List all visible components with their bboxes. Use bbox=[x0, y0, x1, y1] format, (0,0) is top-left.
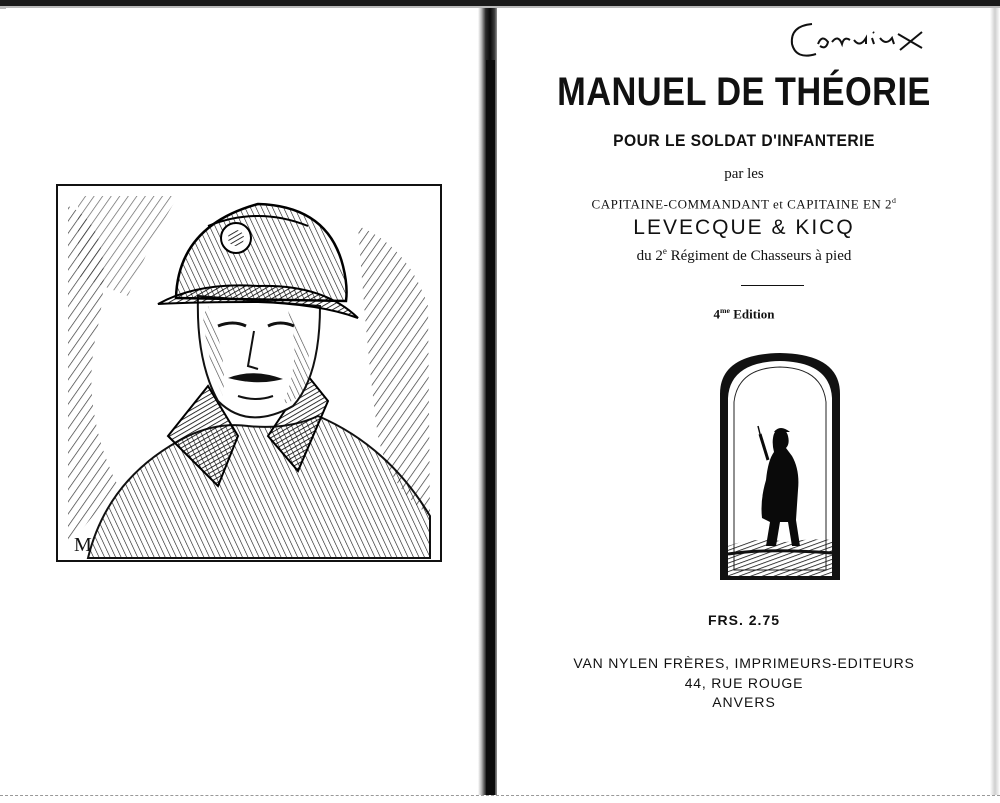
regiment-name: Régiment de Chasseurs à pied bbox=[666, 248, 852, 264]
edition-superscript: me bbox=[720, 306, 731, 315]
rank-conjunction: et bbox=[773, 196, 784, 212]
rank-first: CAPITAINE-COMMANDANT bbox=[591, 196, 770, 212]
artist-monogram: M bbox=[74, 534, 92, 556]
regiment-line bbox=[497, 246, 991, 265]
book-spine-shadow bbox=[486, 60, 495, 803]
regiment-superscript: e bbox=[662, 246, 667, 256]
edition-number: 4 bbox=[713, 306, 721, 322]
rank-superscript: d bbox=[892, 196, 897, 205]
right-page-edge bbox=[990, 8, 1000, 803]
edition-label: Edition bbox=[730, 306, 775, 322]
soldier-silhouette-emblem bbox=[716, 350, 844, 582]
rank-second: CAPITAINE EN 2 bbox=[787, 196, 893, 212]
book-subtitle: POUR LE SOLDAT D'INFANTERIE bbox=[613, 131, 875, 150]
publisher-city: ANVERS bbox=[712, 694, 776, 710]
soldier-portrait-engraving bbox=[58, 186, 440, 560]
frontispiece-portrait bbox=[56, 184, 442, 562]
regiment-prefix: du 2 bbox=[636, 248, 663, 264]
title-divider-rule bbox=[741, 285, 804, 286]
by-line: par les bbox=[724, 166, 764, 182]
publisher-street: 44, RUE ROUGE bbox=[684, 675, 804, 691]
publisher-name: VAN NYLEN FRÈRES, IMPRIMEURS-EDITEURS bbox=[573, 655, 915, 671]
edition-line bbox=[497, 306, 991, 322]
price-label: FRS. 2.75 bbox=[707, 612, 781, 628]
author-ranks bbox=[497, 196, 991, 212]
bottom-page-edge bbox=[0, 795, 1000, 803]
author-names: LEVECQUE & KICQ bbox=[633, 216, 855, 239]
book-title: MANUEL DE THÉORIE bbox=[557, 70, 931, 114]
handwritten-signature bbox=[782, 14, 942, 64]
